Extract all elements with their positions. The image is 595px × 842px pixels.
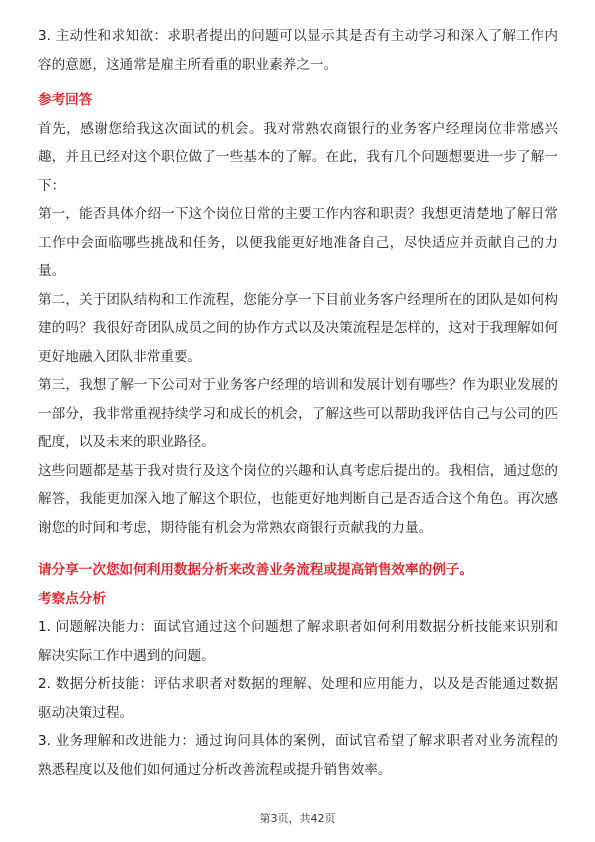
analysis-point-1: 1. 问题解决能力：面试官通过这个问题想了解求职者如何利用数据分析技能来识别和解决实际工作中遇到的问题。: [38, 619, 558, 664]
analysis-heading: 考察点分析: [38, 590, 106, 607]
answer-paragraph-4: 第三，我想了解一下公司对于业务客户经理的培训和发展计划有哪些？作为职业发展的一部分，我非常重视持续学习和成长的机会，了解这些可以帮助我评估自己与公司的匹配度，以及未来的职业路径。: [38, 377, 558, 450]
document-page: [38, 22, 558, 784]
analysis-point-2: 2. 数据分析技能：评估求职者对数据的理解、处理和应用能力，以及是否能通过数据驱动决策过程。: [38, 676, 558, 721]
answer-paragraph-1: 首先，感谢您给我这次面试的机会。我对常熟农商银行的业务客户经理岗位非常感兴趣，并且已经对这个职位做了一些基本的了解。在此，我有几个问题想要进一步了解一下：: [38, 120, 558, 194]
analysis-point-3: 3. 业务理解和改进能力：通过询问具体的案例，面试官希望了解求职者对业务流程的熟悉程度以及他们如何通过分析改善流程或提升销售效率。: [38, 733, 558, 778]
page-number: 第3页，共42页: [259, 812, 336, 825]
question-heading: 请分享一次您如何利用数据分析来改善业务流程或提高销售效率的例子。: [38, 562, 473, 578]
answer-paragraph-3: 第二，关于团队结构和工作流程，您能分享一下目前业务客户经理所在的团队是如何构建的吗？我很好奇团队成员之间的协作方式以及决策流程是怎样的，这对于我理解如何更好地融入团队非常重要。: [38, 291, 558, 365]
reference-answer-heading: 参考回答: [38, 92, 93, 108]
answer-paragraph-5: 这些问题都是基于我对贵行及这个岗位的兴趣和认真考虑后提出的。我相信，通过您的解答，我能更加深入地了解这个职位，也能更好地判断自己是否适合这个角色。再次感谢您的时间和考虑，期待能有机会为常熟农商银行贡献我的力量。: [38, 462, 558, 536]
answer-paragraph-2: 第一，能否具体介绍一下这个岗位日常的主要工作内容和职责？我想更清楚地了解日常工作中会面临哪些挑战和任务，以便我能更好地准备自己，尽快适应并贡献自己的力量。: [38, 206, 558, 279]
intro-point-3: 3. 主动性和求知欲：求职者提出的问题可以显示其是否有主动学习和深入了解工作内容的意愿，这通常是雇主所看重的职业素养之一。: [38, 28, 558, 73]
